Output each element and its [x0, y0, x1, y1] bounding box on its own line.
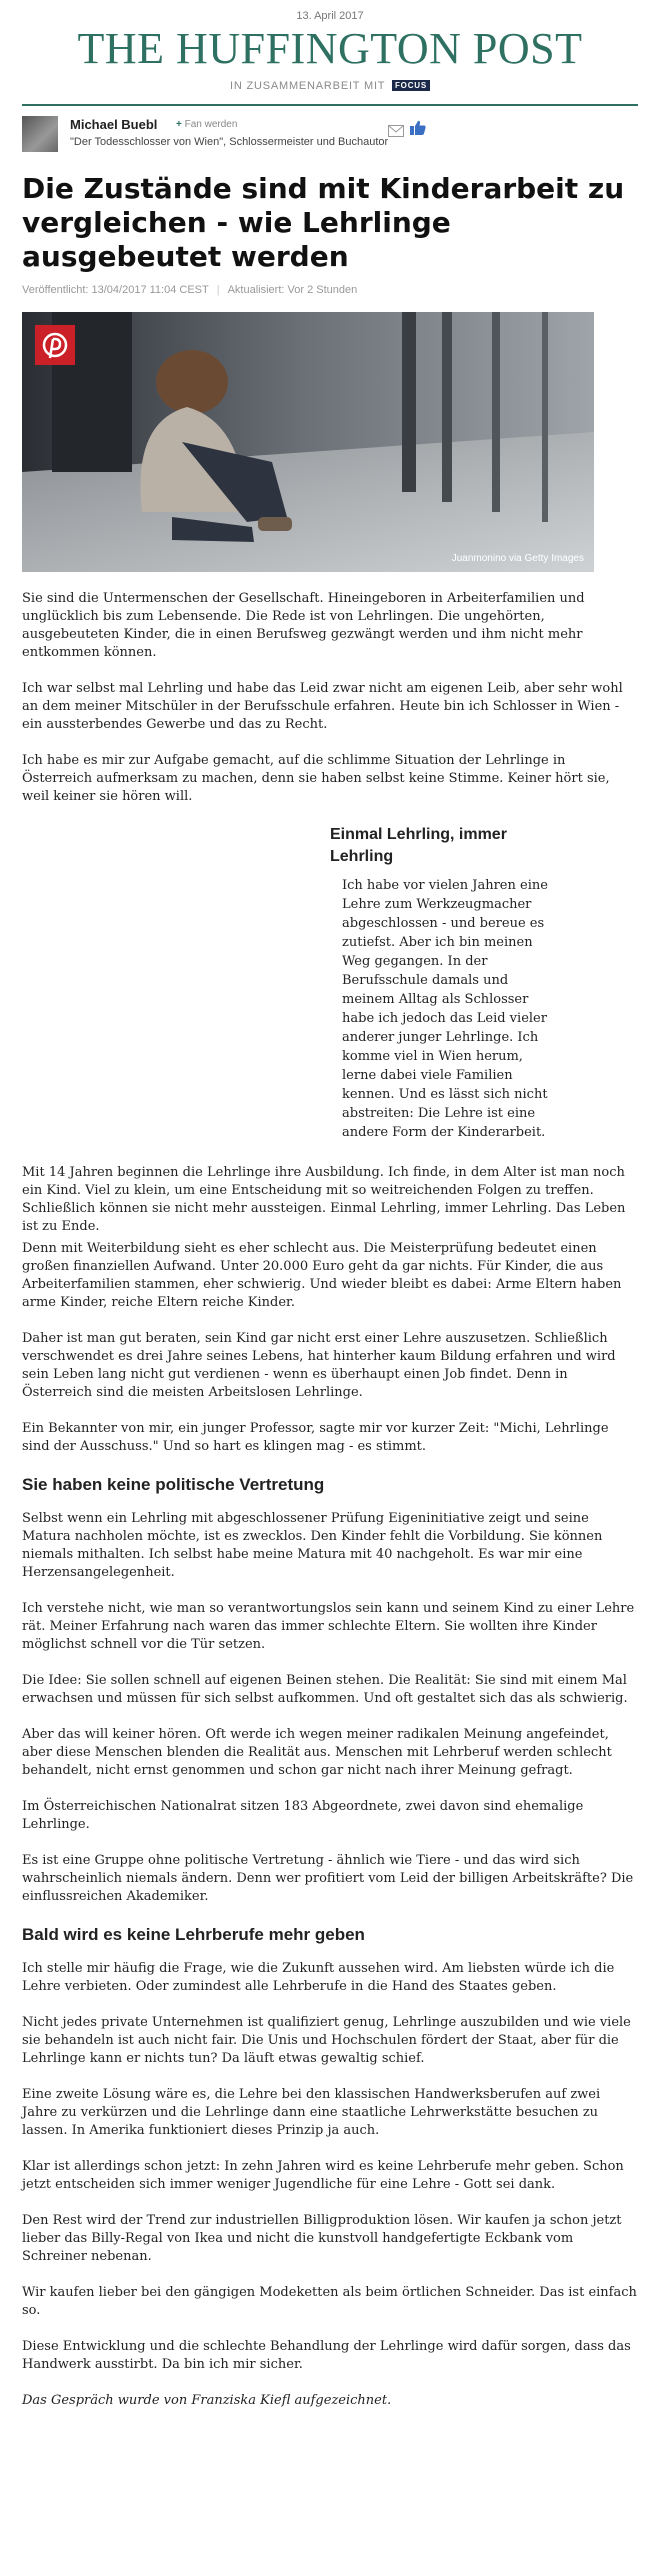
pull-quote [330, 824, 550, 1142]
paragraph: Selbst wenn ein Lehrling mit abgeschlossener Prüfung Eigeninitiative zeigt und seine Matura nachholen möchte, ist es zwecklos. Den Kinder fehlt die Vorbildung. Sie können niemals mithalten. Ich selbst habe meine Matura mit 40 nachgeholt. Es war mir eine Herzensangelegenheit. [22, 1511, 603, 1580]
author-bio: "Der Todesschlosser von Wien", Schlossermeister und Buchautor [70, 136, 389, 148]
fan-label: Fan werden [184, 119, 238, 130]
paragraph: Aber das will keiner hören. Oft werde ich wegen meiner radikalen Meinung angefeindet, aber diese Menschen blenden die Realität aus. Menschen mit Lehrberuf werden schlecht behandelt, nicht ernst genommen und schon gar nicht nach ihrer Meinung gefragt. [22, 1727, 612, 1778]
paragraph: Eine zweite Lösung wäre es, die Lehre bei den klassischen Handwerksberufen auf zwei Jahre zu verkürzen und die Lehrlinge dann eine staatliche Lehrwerkstätte besuchen zu lassen. In Amerika funktioniert dieses Prinzip ja auch. [22, 2087, 601, 2138]
article-body [22, 590, 638, 2428]
section-heading: Bald wird es keine Lehrberufe mehr geben [22, 1925, 365, 1944]
published-date: Veröffentlicht: 13/04/2017 11:04 CEST [22, 284, 209, 296]
avatar[interactable] [22, 116, 58, 152]
paragraph: Ich stelle mir häufig die Frage, wie die Zukunft aussehen wird. Am liebsten würde ich die Lehre verbieten. Oder zumindest alle Lehrberufe in die Hand des Staates geben. [22, 1961, 615, 1994]
share-icons [388, 120, 438, 136]
paragraph: Ein Bekannter von mir, ein junger Professor, sagte mir vor kurzer Zeit: "Michi, Lehrlinge sind der Ausschuss." Und so hart es klingen mag - es stimmt. [22, 1421, 609, 1454]
paragraph: Denn mit Weiterbildung sieht es eher schlecht aus. Die Meisterprüfung bedeutet einen großen finanziellen Aufwand. Unter 20.000 Euro geht da gar nichts. Für Kinder, die aus Arbeiterfamilien stammen, eher schwierig. Und wieder bleibt es dabei: Arme Eltern haben arme Kinder, reiche Eltern reiche Kinder. [22, 1241, 622, 1310]
paragraph: Mit 14 Jahren beginnen die Lehrlinge ihre Ausbildung. Ich finde, in dem Alter ist man noch ein Kind. Viel zu klein, um eine Entscheidung mit so weitreichenden Folgen zu treffen. Schließlich können sie nicht mehr aussteigen. Einmal Lehrling, immer Lehrling. Das Leben ist zu Ende. [22, 1165, 626, 1234]
pull-quote-text: Ich habe vor vielen Jahren eine Lehre zum Werkzeugmacher abgeschlossen - und bereue es zutiefst. Aber ich bin meinen Weg gegangen. In der Berufsschule damals und meinem Alltag als Schlosser habe ich jedoch das Leid vieler anderer junger Lehrlinge. Ich komme viel in Wien herum, lerne dabei viele Familien kennen. Und es lässt sich nicht abstreiten: Die Lehre ist eine andere Form der Kinderarbeit. [342, 878, 548, 1140]
hero-image[interactable] [22, 312, 594, 572]
thumbs-up-icon[interactable] [410, 120, 426, 135]
partner-text: IN ZUSAMMENARBEIT MIT [230, 80, 386, 92]
site-logo[interactable]: THE HUFFINGTON POST [77, 24, 583, 73]
author-block [22, 116, 638, 172]
pull-quote-title: Einmal Lehrling, immer Lehrling [330, 826, 507, 865]
plus-icon: + [176, 119, 182, 130]
interview-credit: Das Gespräch wurde von Franziska Kiefl aufgezeichnet. [22, 2393, 392, 2408]
paragraph: Ich war selbst mal Lehrling und habe das Leid zwar nicht am eigenen Leib, aber sehr wohl an dem meiner Mitschüler in der Berufsschule erfahren. Heute bin ich Schlosser in Wien - ein aussterbendes Gewerbe und das zu Recht. [22, 681, 623, 732]
paragraph: Ich verstehe nicht, wie man so verantwortungslos sein kann und seinem Kind zu einer Lehre rät. Meiner Erfahrung nach waren das immer schlechte Eltern. Sie wollten ihre Kinder möglichst schnell vor die Tür setzen. [22, 1601, 635, 1652]
page-date: 13. April 2017 [296, 10, 364, 22]
partner-line [0, 80, 660, 92]
updated-date: Aktualisiert: Vor 2 Stunden [227, 284, 358, 296]
pinterest-button[interactable] [35, 325, 75, 365]
paragraph: Es ist eine Gruppe ohne politische Vertretung - ähnlich wie Tiere - und das wird sich wahrscheinlich niemals ändern. Denn wer profitiert vom Leid der billigen Arbeitskräfte? Die einflussreichen Akademiker. [22, 1853, 634, 1904]
paragraph: Im Österreichischen Nationalrat sitzen 183 Abgeordnete, zwei davon sind ehemalige Lehrlinge. [22, 1799, 584, 1832]
author-name[interactable]: Michael Buebl [70, 117, 158, 132]
section-heading: Sie haben keine politische Vertretung [22, 1475, 325, 1494]
fan-button[interactable] [176, 119, 237, 130]
paragraph: Klar ist allerdings schon jetzt: In zehn Jahren wird es keine Lehrberufe mehr geben. Schon jetzt entscheiden sich immer weniger Jugendliche für eine Lehre - Gott sei dank. [22, 2159, 624, 2192]
focus-logo[interactable]: FOCUS [392, 80, 430, 91]
header-divider [22, 104, 638, 106]
paragraph: Nicht jedes private Unternehmen ist qualifiziert genug, Lehrlinge auszubilden und wie viele sie behandeln ist auch nicht fair. Die Unis und Hochschulen fördert der Staat, aber für die Lehrlinge kann er nichts tun? Da läuft etwas gewaltig schief. [22, 2015, 631, 2066]
paragraph: Die Idee: Sie sollen schnell auf eigenen Beinen stehen. Die Realität: Sie sind mit einem Mal erwachsen und müssen für sich selbst aufkommen. Und oft gestaltet sich das als schwierig. [22, 1673, 628, 1706]
paragraph: Wir kaufen lieber bei den gängigen Modeketten als beim örtlichen Schneider. Das ist einfach so. [22, 2285, 637, 2318]
paragraph: Daher ist man gut beraten, sein Kind gar nicht erst einer Lehre auszusetzen. Schließlich verschwendet es drei Jahre seines Lebens, hat hinterher kaum Bildung erfahren und wird sein Leben lang nicht gut verdienen - wenn es überhaupt einen Job findet. Denn in Österreich sind die meisten Arbeitslosen Lehrlinge. [22, 1331, 616, 1400]
paragraph: Sie sind die Untermenschen der Gesellschaft. Hineingeboren in Arbeiterfamilien und unglücklich bis zum Lebensende. Die Rede ist von Lehrlingen. Die ungehörten, ausgebeuteten Kinder, die in einen Berufsweg gezwängt werden und ihm nicht mehr entkommen können. [22, 591, 585, 660]
mail-icon[interactable] [388, 122, 404, 134]
paragraph: Ich habe es mir zur Aufgabe gemacht, auf die schlimme Situation der Lehrlinge in Österreich aufmerksam zu machen, denn sie haben selbst keine Stimme. Keiner hört sie, weil keiner sie hören will. [22, 753, 610, 804]
article-meta: Veröffentlicht: 13/04/2017 11:04 CEST | Aktualisiert: Vor 2 Stunden [22, 284, 358, 296]
paragraph: Den Rest wird der Trend zur industriellen Billigproduktion lösen. Wir kaufen ja schon jetzt lieber das Billy-Regal von Ikea und nicht die kunstvoll handgefertigte Eckbank vom Schreiner nebenan. [22, 2213, 622, 2264]
article-title: Die Zustände sind mit Kinderarbeit zu vergleichen - wie Lehrlinge ausgebeutet werden [22, 172, 625, 273]
paragraph: Diese Entwicklung und die schlechte Behandlung der Lehrlinge wird dafür sorgen, dass das Handwerk ausstirbt. Da bin ich mir sicher. [22, 2339, 631, 2372]
image-credit: Juanmonino via Getty Images [451, 553, 584, 564]
pinterest-icon [35, 325, 75, 365]
